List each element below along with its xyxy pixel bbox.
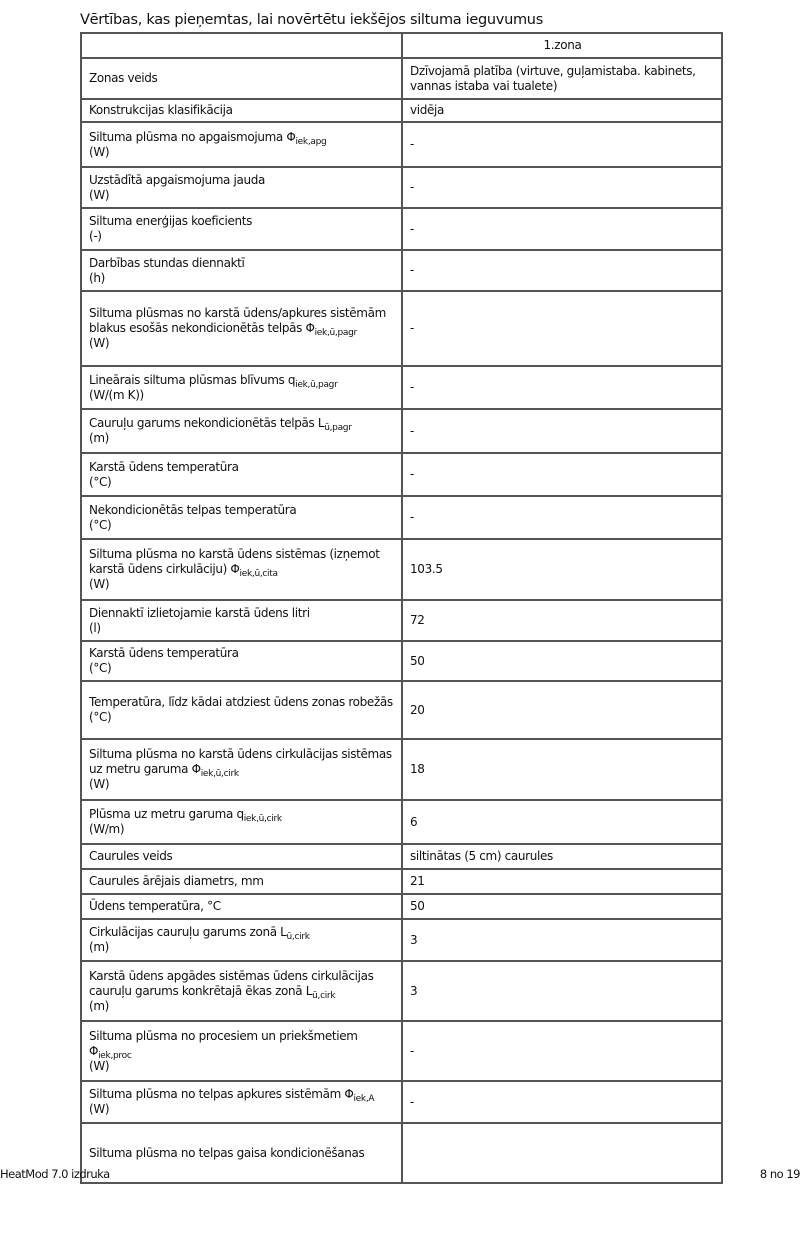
table-row: [81, 800, 722, 844]
parameter-name: Siltuma plūsma no telpas gaisa kondicionēšanas: [89, 1145, 365, 1160]
parameter-label-cell: [81, 366, 402, 409]
parameter-unit: (°C): [89, 661, 112, 675]
internal-gains-table-container: [80, 32, 720, 1160]
footer-page-number: 8 no 19: [759, 1167, 800, 1181]
parameter-label-cell: [81, 600, 402, 641]
table-row: [81, 600, 722, 641]
zone-value-cell: -: [402, 409, 722, 453]
parameter-unit: (W/m): [89, 822, 125, 836]
table-row: [81, 641, 722, 681]
parameter-unit: (m): [89, 940, 110, 954]
zone-value-cell: 6: [402, 800, 722, 844]
zone-value-cell: [402, 1123, 722, 1183]
parameter-name: Plūsma uz metru garuma q: [89, 807, 244, 821]
parameter-unit: (W): [89, 144, 110, 159]
table-row: [81, 453, 722, 496]
parameter-label-cell: [81, 208, 402, 250]
header-zone-cell: 1.zona: [402, 33, 722, 58]
zone-value-cell: 103.5: [402, 539, 722, 600]
parameter-unit: (W): [89, 1058, 110, 1073]
parameter-label-cell: [81, 681, 402, 739]
zone-value-cell: -: [402, 496, 722, 539]
table-row: [81, 1021, 722, 1081]
parameter-name: Cirkulācijas cauruļu garums zonā L: [89, 925, 287, 939]
parameter-name: Siltuma enerģijas koeficients: [89, 214, 252, 228]
parameter-name: Siltuma plūsma no procesiem un priekšmetiem Φ: [89, 1028, 358, 1058]
table-row: [81, 58, 722, 99]
parameter-name: Siltuma plūsma no karstā ūdens sistēmas (izņemot karstā ūdens cirkulāciju) Φ: [89, 547, 380, 576]
zone-value-cell: 3: [402, 919, 722, 961]
parameter-unit: (°C): [89, 710, 112, 724]
parameter-label-cell: [81, 739, 402, 800]
zone-value-cell: siltinātas (5 cm) caurules: [402, 844, 722, 869]
zone-value-cell: 50: [402, 641, 722, 681]
parameter-name: Ūdens temperatūra, °C: [89, 899, 221, 913]
parameter-label-cell: [81, 844, 402, 869]
zone-value-cell: Dzīvojamā platība (virtuve, guļamistaba. kabinets, vannas istaba vai tualete): [402, 58, 722, 99]
parameter-symbol-subscript: ū,cirk: [286, 932, 310, 942]
parameter-unit: (W): [89, 1102, 110, 1116]
parameter-unit: (-): [89, 229, 102, 243]
parameter-label-cell: [81, 409, 402, 453]
parameter-unit: (m): [89, 998, 110, 1013]
zone-value-cell: 50: [402, 894, 722, 919]
parameter-name: Temperatūra, līdz kādai atdziest ūdens zonas robežās: [89, 695, 393, 709]
parameter-name: Diennaktī izlietojamie karstā ūdens litri: [89, 605, 310, 620]
parameter-name: Caurules veids: [89, 849, 173, 863]
parameter-name: Caurules ārējais diametrs, mm: [89, 874, 264, 888]
parameter-label-cell: [81, 167, 402, 208]
table-row: [81, 409, 722, 453]
parameter-name: Konstrukcijas klasifikācija: [89, 103, 233, 117]
parameter-name: Siltuma plūsma no karstā ūdens cirkulācijas sistēmas uz metru garuma Φ: [89, 747, 392, 776]
parameter-symbol-subscript: iek,ū,cirk: [200, 769, 239, 779]
parameter-name: Uzstādītā apgaismojuma jauda: [89, 172, 266, 187]
parameter-symbol-subscript: ū,cirk: [312, 990, 336, 1001]
parameter-label-cell: [81, 539, 402, 600]
parameter-label-cell: [81, 961, 402, 1021]
table-row: [81, 919, 722, 961]
zone-value-cell: 18: [402, 739, 722, 800]
zone-value-cell: 3: [402, 961, 722, 1021]
parameter-label-cell: [81, 869, 402, 894]
parameter-label-cell: [81, 894, 402, 919]
parameter-name: Lineārais siltuma plūsmas blīvums q: [89, 372, 296, 387]
parameter-label-cell: [81, 291, 402, 366]
parameter-name: Cauruļu garums nekondicionētās telpās L: [89, 416, 325, 430]
table-row: [81, 739, 722, 800]
parameter-name: Karstā ūdens temperatūra: [89, 459, 239, 474]
parameter-label-cell: [81, 122, 402, 167]
parameter-symbol-subscript: iek,ū,pagr: [295, 379, 338, 390]
parameter-unit: (h): [89, 270, 105, 285]
parameter-symbol-subscript: iek,A: [353, 1094, 375, 1104]
table-row: [81, 99, 722, 122]
table-row: [81, 167, 722, 208]
parameter-label-cell: [81, 58, 402, 99]
zone-value-cell: -: [402, 453, 722, 496]
parameter-name: Zonas veids: [89, 71, 158, 85]
table-row: [81, 894, 722, 919]
parameter-symbol-subscript: iek,apg: [295, 136, 327, 147]
table-row: [81, 1123, 722, 1183]
table-row: [81, 681, 722, 739]
zone-value-cell: -: [402, 291, 722, 366]
parameter-label-cell: [81, 641, 402, 681]
zone-value-cell: -: [402, 1021, 722, 1081]
table-row: [81, 869, 722, 894]
parameter-unit: (m): [89, 431, 110, 445]
parameter-name: Karstā ūdens temperatūra: [89, 646, 239, 660]
parameter-unit: (W): [89, 777, 110, 791]
parameter-symbol-subscript: ū,pagr: [324, 423, 352, 433]
parameter-symbol-subscript: iek,ū,pagr: [314, 328, 357, 338]
parameter-label-cell: [81, 453, 402, 496]
table-row: [81, 250, 722, 291]
parameter-label-cell: [81, 1081, 402, 1123]
parameter-name: Karstā ūdens apgādes sistēmas ūdens cirkulācijas cauruļu garums konkrētajā ēkas zonā L: [89, 968, 374, 998]
parameter-unit: (W): [89, 187, 110, 202]
table-header-row: [81, 33, 722, 58]
parameter-label-cell: [81, 800, 402, 844]
zone-value-cell: 21: [402, 869, 722, 894]
zone-value-cell: -: [402, 122, 722, 167]
table-row: [81, 122, 722, 167]
table-row: [81, 208, 722, 250]
section-title: Vērtības, kas pieņemtas, lai novērtētu iekšējos siltuma ieguvumus: [80, 12, 543, 28]
parameter-label-cell: [81, 1123, 402, 1183]
parameter-name: Siltuma plūsma no telpas apkures sistēmām Φ: [89, 1087, 354, 1101]
zone-value-cell: -: [402, 1081, 722, 1123]
parameter-unit: (°C): [89, 474, 112, 489]
parameter-unit: (W/(m K)): [89, 387, 144, 402]
parameter-label-cell: [81, 496, 402, 539]
parameter-symbol-subscript: iek,ū,cita: [239, 569, 278, 579]
table-row: [81, 844, 722, 869]
table-row: [81, 496, 722, 539]
zone-value-cell: -: [402, 366, 722, 409]
parameter-label-cell: [81, 919, 402, 961]
zone-value-cell: -: [402, 208, 722, 250]
zone-value-cell: -: [402, 250, 722, 291]
table-row: [81, 366, 722, 409]
parameter-symbol-subscript: iek,ū,cirk: [243, 814, 282, 824]
table-row: [81, 539, 722, 600]
parameter-name: Siltuma plūsmas no karstā ūdens/apkures sistēmām blakus esošās nekondicionētās telpās Φ: [89, 306, 386, 335]
zone-value-cell: -: [402, 167, 722, 208]
parameter-unit: (°C): [89, 517, 112, 532]
internal-gains-table: [80, 32, 723, 1184]
zone-value-cell: 20: [402, 681, 722, 739]
parameter-label-cell: [81, 250, 402, 291]
table-row: [81, 961, 722, 1021]
parameter-unit: (W): [89, 577, 110, 591]
parameter-name: Darbības stundas diennaktī: [89, 255, 245, 270]
parameter-name: Siltuma plūsma no apgaismojuma Φ: [89, 129, 296, 144]
parameter-label-cell: [81, 99, 402, 122]
footer-app-name: HeatMod 7.0 izdruka: [0, 1167, 110, 1181]
parameter-unit: (l): [89, 620, 101, 635]
parameter-unit: (W): [89, 336, 110, 350]
parameter-symbol-subscript: iek,proc: [98, 1050, 132, 1061]
parameter-name: Nekondicionētās telpas temperatūra: [89, 502, 297, 517]
zone-value-cell: 72: [402, 600, 722, 641]
zone-value-cell: vidēja: [402, 99, 722, 122]
parameter-label-cell: [81, 1021, 402, 1081]
table-row: [81, 291, 722, 366]
table-row: [81, 1081, 722, 1123]
header-label-cell: [81, 33, 402, 58]
